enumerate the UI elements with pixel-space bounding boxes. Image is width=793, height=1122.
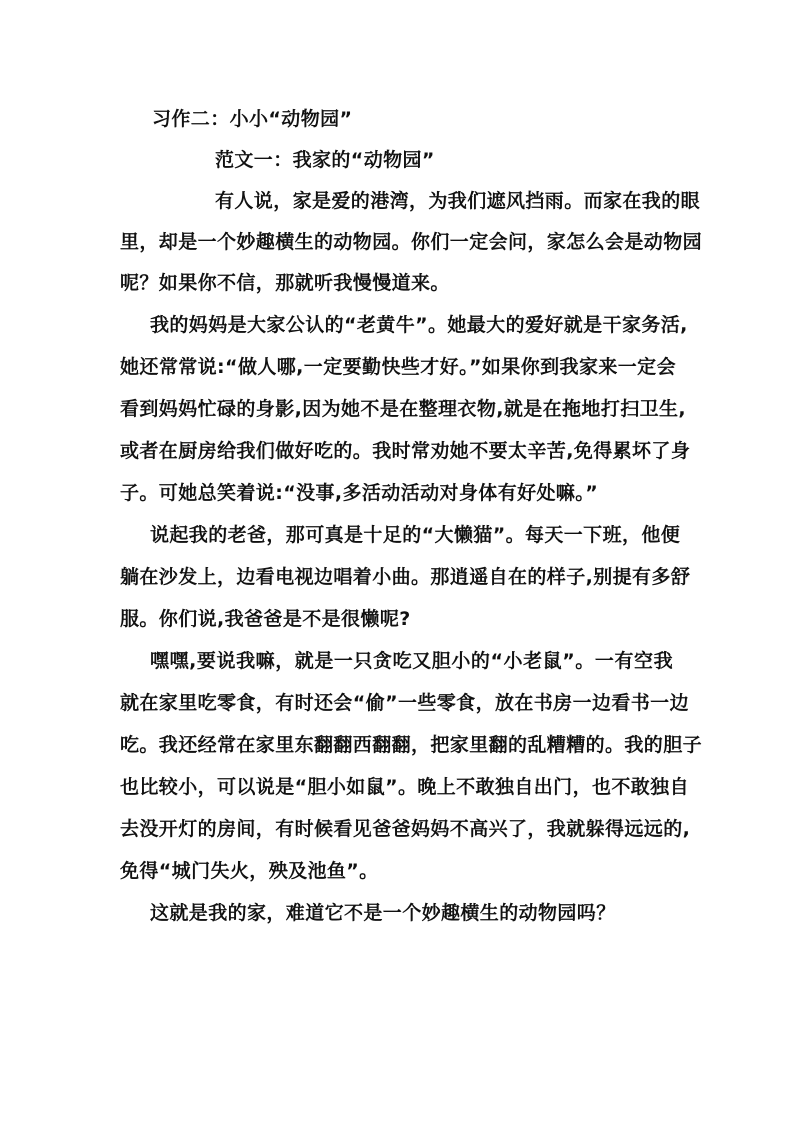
heading: 习作二：小小“动物园” [152, 108, 353, 130]
paragraph-line: 说起我的老爸，那可真是十足的“大懒猫”。每天一下班，他便 [150, 524, 681, 546]
paragraph-line: 有人说，家是爱的港湾，为我们遮风挡雨。而家在我的眼 [215, 190, 701, 212]
paragraph-line: 子。可她总笑着说:“没事,多活动活动对身体有好处嘛。” [120, 482, 599, 504]
paragraph-line: 嘿嘿,要说我嘛，就是一只贪吃又胆小的“小老鼠”。一有空我 [150, 650, 673, 672]
paragraph-line: 躺在沙发上，边看电视边唱着小曲。那逍遥自在的样子,别提有多舒 [120, 566, 691, 588]
paragraph-line: 看到妈妈忙碌的身影,因为她不是在整理衣物,就是在拖地打扫卫生, [120, 398, 687, 420]
paragraph-line: 吃。我还经常在家里东翻翻西翻翻，把家里翻的乱糟糟的。我的胆子 [120, 734, 703, 756]
paragraph-line: 里，却是一个妙趣横生的动物园。你们一定会问，家怎么会是动物园 [120, 231, 703, 253]
paragraph-line: 或者在厨房给我们做好吃的。我时常劝她不要太辛苦,免得累坏了身 [120, 440, 691, 462]
paragraph-line: 服。你们说,我爸爸是不是很懒呢? [120, 608, 411, 630]
paragraph-line: 也比较小，可以说是“胆小如鼠”。晚上不敢独自出门，也不敢独自 [120, 776, 689, 798]
paragraph-line: 这就是我的家，难道它不是一个妙趣横生的动物园吗？ [150, 902, 616, 924]
paragraph-line: 我的妈妈是大家公认的“老黄牛”。她最大的爱好就是干家务活, [150, 314, 688, 336]
paragraph-line: 呢？如果你不信，那就听我慢慢道来。 [120, 272, 450, 294]
paragraph-line: 就在家里吃零食，有时还会“偷”一些零食，放在书房一边看书一边 [120, 692, 689, 714]
paragraph-line: 去没开灯的房间，有时候看见爸爸妈妈不高兴了，我就躲得远远的, [120, 818, 691, 840]
paragraph-line: 免得“城门失火，殃及池鱼”。 [120, 860, 379, 882]
subheading: 范文一：我家的“动物园” [215, 149, 435, 171]
paragraph-line: 她还常常说:“做人哪,一定要勤快些才好。”如果你到我家来一定会 [120, 356, 676, 378]
